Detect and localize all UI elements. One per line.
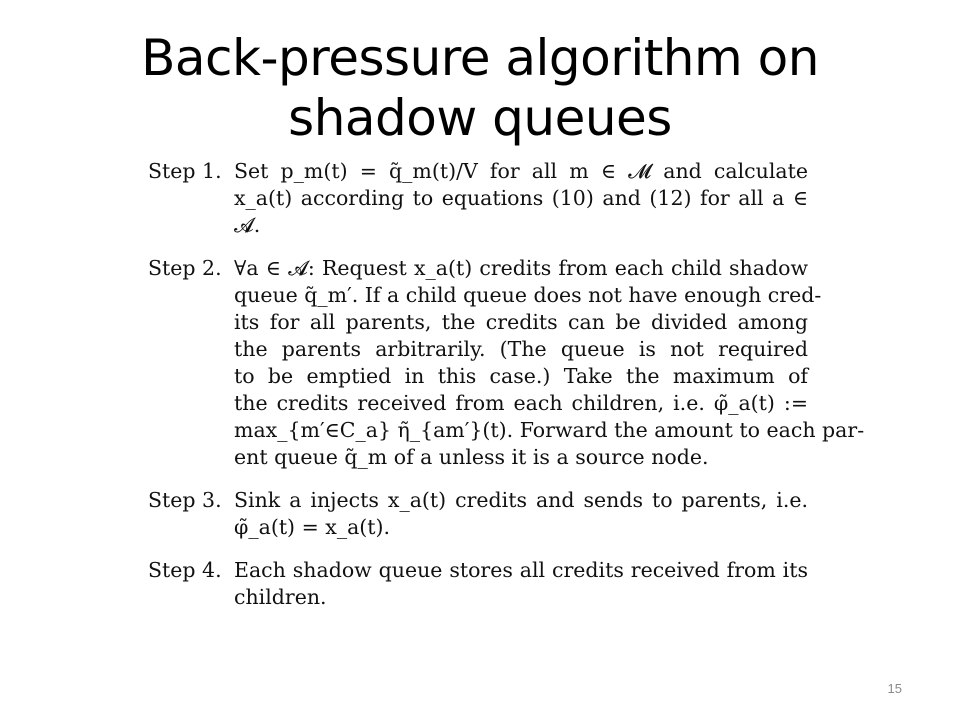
- step-line: x_a(t) according to equations (10) and (12) for all a ∈: [234, 186, 808, 210]
- step-line: ent queue q̃_m of a unless it is a source node.: [234, 445, 709, 469]
- step-label: Step 4.: [148, 558, 222, 582]
- step-line: the parents arbitrarily. (The queue is not required: [234, 337, 808, 361]
- step-line: to be emptied in this case.) Take the maximum of: [234, 364, 808, 388]
- step-line: queue q̃_m′. If a child queue does not have enough cred-: [234, 283, 822, 307]
- step-3: [148, 487, 808, 541]
- algorithm-steps: [148, 158, 865, 627]
- step-line: Sink a injects x_a(t) credits and sends to parents, i.e.: [234, 488, 808, 512]
- step-line: Set p_m(t) = q̃_m(t)/V for all m ∈ 𝓜 and calculate: [234, 159, 808, 183]
- step-label: Step 3.: [148, 488, 222, 512]
- step-line: children.: [234, 585, 327, 609]
- step-line: φ̃_a(t) = x_a(t).: [234, 515, 391, 539]
- step-line: the credits received from each children, i.e. φ̃_a(t) :=: [234, 391, 808, 415]
- step-2: [148, 255, 865, 471]
- step-4: [148, 557, 808, 611]
- step-line: ∀a ∈ 𝓐: Request x_a(t) credits from each child shadow: [234, 256, 808, 280]
- step-label: Step 2.: [148, 256, 222, 280]
- step-1: [148, 158, 808, 239]
- slide-title-line-1: Back-pressure algorithm on: [141, 29, 819, 87]
- step-line: max_{m′∈C_a} η̃_{am′}(t). Forward the amount to each par-: [234, 418, 865, 442]
- step-line: 𝓐.: [234, 213, 261, 237]
- step-label: Step 1.: [148, 159, 222, 183]
- slide-title: [60, 28, 900, 148]
- step-line: its for all parents, the credits can be divided among: [234, 310, 808, 334]
- slide-title-line-2: shadow queues: [288, 89, 672, 147]
- slide-number: 15: [887, 681, 902, 696]
- step-line: Each shadow queue stores all credits received from its: [234, 558, 808, 582]
